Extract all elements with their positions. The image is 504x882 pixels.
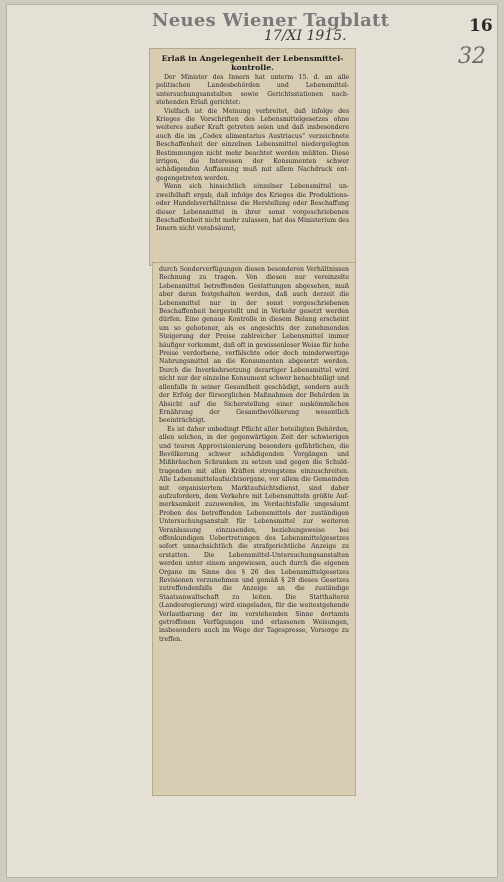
handwritten-date: 17/XI 1915. [264, 28, 347, 44]
article-column-part1 [156, 74, 349, 234]
article-paragraph: Wenn sich hinsichtlich einzelner Lebensmittel unzweifelhaft ergab, daß infolge des Krieges die Produktions- oder Handelsverhältnisse die Herstellung oder Beschaffung dieser Lebensmittel in ihrer sonst vorgeschriebenen Beschaffenheit nicht mehr zulassen, hat das Ministerium des Innern nicht verabsäumt, [156, 183, 349, 233]
article-headline: Erlaß in Angelegenheit der Lebensmittelkontrolle. [161, 54, 344, 72]
article-column-part2 [159, 266, 349, 644]
handwritten-archive-mark: 32 [458, 44, 486, 69]
article-paragraph: Es ist daher unbedingt Pflicht aller beteiligten Behörden, allen solchen, in der gegenwärtigen Zeit der schwierigen und teuren Approvisionierung besonders gefährlichen, die Bevölkerung schwer schädigenden Vorgängen und Mißbräuchen Schranken zu setzen und gegen die Schuldtragenden mit allen Kräften strengstens einzuschreiten. Alle Lebensmittelaufsichtsorgane, vor allem die Gemeinden mit organisiertem Marktaufsichtsdienst, sind daher aufzufordern, dem Verkehre mit Lebensmitteln größte Aufmerksamkeit zuzuwenden, im Verdachtsfalle ungesäumt Proben des betreffenden Lebensmittels der zuständigen Untersuchungsanstalt für Lebensmittel zur weiteren Veranlassung einzusenden, beziehungsweise bei offenkundigen Uebertretungen des Lebensmittelgesetzes sofort unnachsichtlich die strafgerichtliche Anzeige zu erstatten. Die Lebensmittel-Untersuchungsanstalten werden unter einem angewiesen, auch durch die eigenen Organe im Sinne des § 26 des Lebensmittelgesetzes Revisionen vorzunehmen und gemäß § 28 dieses Gesetzes zutreffendenfalls die Anzeige an die zuständige Staatsanwaltschaft zu leiten. Die Statthalterei (Landesregierung) wird eingeladen, für die weitestgehende Verlautbarung der im vorstehenden Sinne dortamts getroffenen Verfügungen und erlassenen Weisungen, insbesondere auch im Wege der Tagespresse, Vorsorge zu treffen. [159, 425, 349, 643]
newspaper-masthead: Neues Wiener Tagblatt [152, 10, 390, 31]
article-paragraph: durch Sonderverfügungen diesen besonderen Verhältnissen Rechnung zu tragen. Von diesen nur vereinzelte Lebensmittel betreffenden Gestattungen abgesehen, muß aber daran festgehalten werden, daß auch derzeit die Lebensmittel nur in der sonst vorgeschriebenen Beschaffenheit hergestellt und in Verkehr gesetzt werden dürfen. Eine genaue Kontrolle in diesem Belang erscheint um so gebotener, als es angesichts der zunehmenden Steigerung der Preise zahlreicher Lebensmittel immer häufiger vorkommt, daß oft in gewissenloser Weise für hohe Preise verdorbene, verfälschte oder doch minderwertige Nahrungsmittel an die Konsumenten abgesetzt werden. Durch die Inverkehrsetzung derartiger Lebensmittel wird nicht nur der einzelne Konsument schwer benachteiligt und allenfalls in seiner Gesundheit geschädigt, sondern auch der Erfolg der fürsorglichen Maßnahmen der Behörden in Absicht auf die Sicherstellung einer auskömmlichen Ernährung der Gesamtbevölkerung wesentlich beeinträchtigt. [159, 266, 349, 425]
page-number: 16 [469, 16, 493, 36]
newspaper-clipping-top [149, 48, 356, 266]
article-paragraph: Der Minister des Innern hat unterm 15. d. an alle politischen Landesbehörden und Lebensmitteluntersuchungsanstalten sowie Gerichtsstationen nachstehenden Erlaß gerichtet: [156, 74, 349, 107]
article-paragraph: Vielfach ist die Meinung verbreitet, daß infolge des Krieges die Vorschriften des Lebensmittelgesetzes ohne weiteres außer Kraft getreten seien und daß insbesondere auch die im „Codex alimentarius Austriacus“ verzeichnete Beschaffenheit der einzelnen Lebensmittel niedergelegten Bestimmungen nicht mehr beachtet werden müßten. Diese irrigen, die Interessen der Konsumenten schwer schädigenden Auffassung muß mit allem Nachdruck entgegengetreten werden. [156, 107, 349, 182]
newspaper-clipping-bottom [152, 262, 356, 796]
